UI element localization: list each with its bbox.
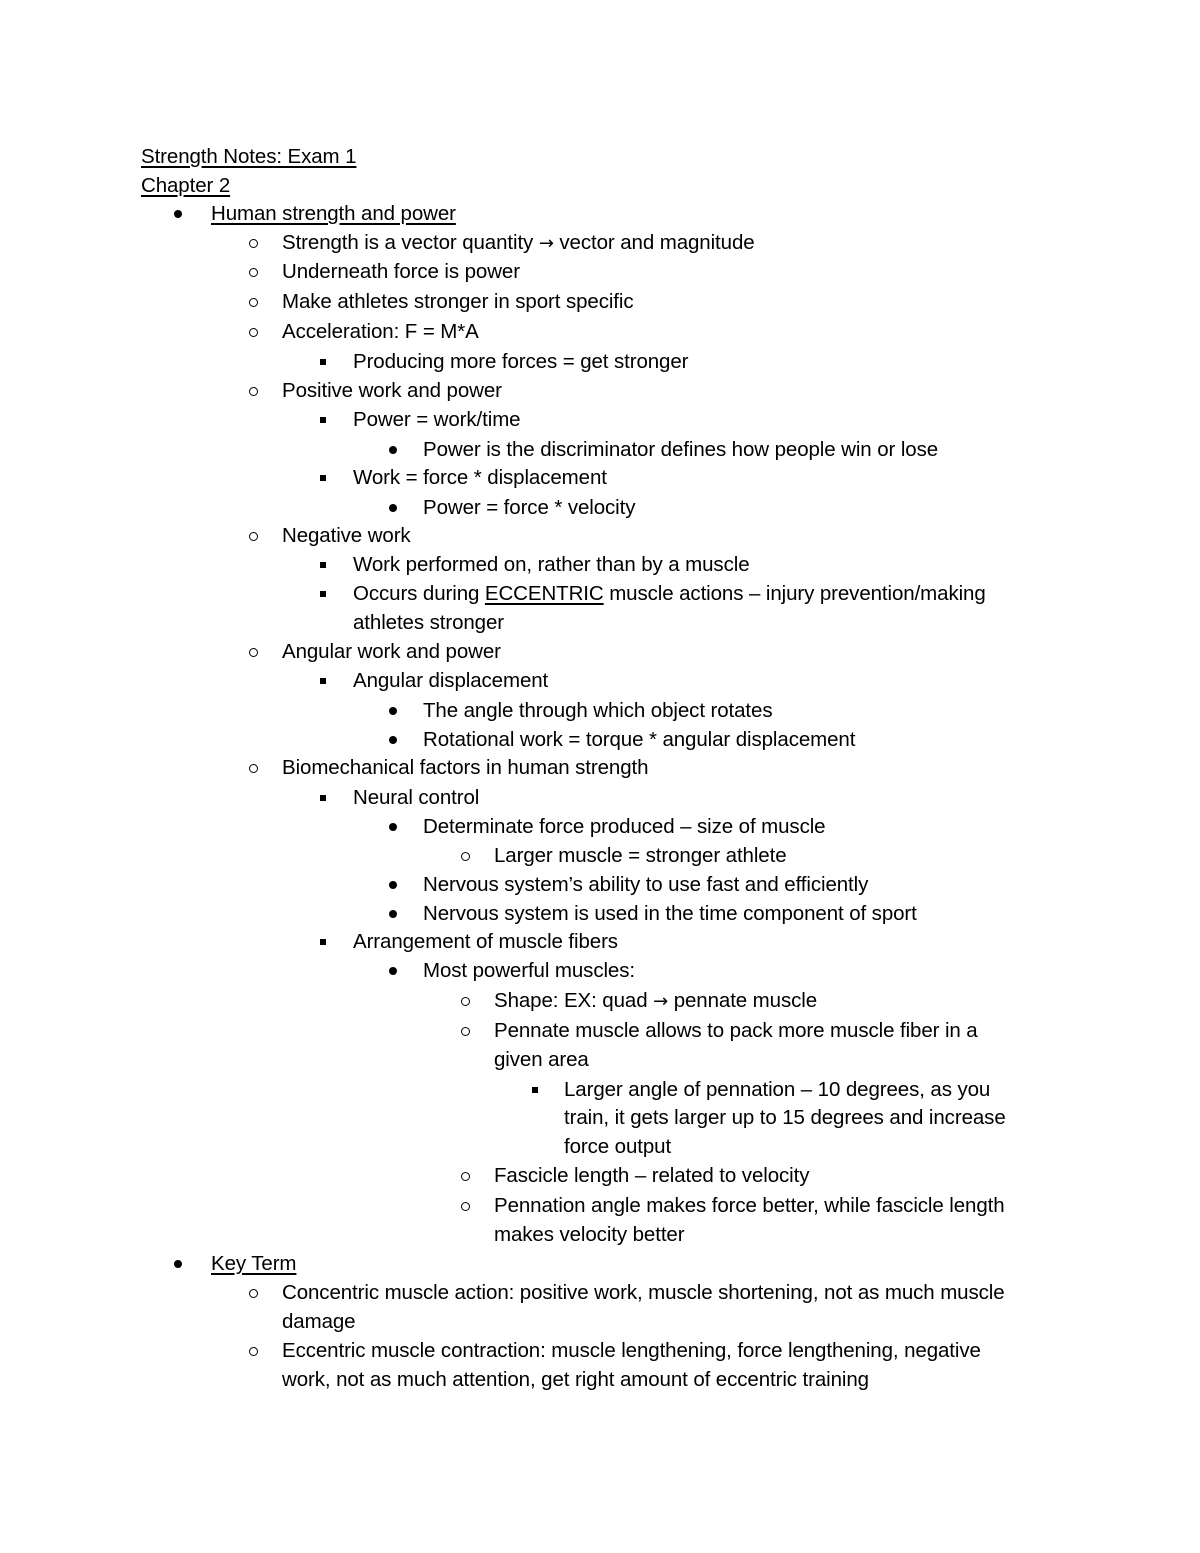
list-item: Angular work and power xyxy=(282,640,501,663)
list-item-continuation: work, not as much attention, get right amount of eccentric training xyxy=(282,1368,869,1391)
list-item: Work performed on, rather than by a muscle xyxy=(353,553,750,576)
list-item: Occurs during ECCENTRIC muscle actions – injury prevention/making xyxy=(353,582,986,605)
list-item: Angular displacement xyxy=(353,669,549,692)
list-item: Power = force * velocity xyxy=(423,496,636,519)
list-item: Pennation angle makes force better, while fascicle length xyxy=(494,1194,1005,1217)
list-item: Rotational work = torque * angular displacement xyxy=(423,728,856,751)
arrow-icon: → xyxy=(538,233,554,254)
list-item: The angle through which object rotates xyxy=(423,699,773,722)
list-item: Larger muscle = stronger athlete xyxy=(494,844,787,867)
list-item: Neural control xyxy=(353,786,480,809)
list-item: Most powerful muscles: xyxy=(423,959,635,982)
list-item-continuation: damage xyxy=(282,1310,356,1333)
list-item: Producing more forces = get stronger xyxy=(353,350,689,373)
page-title: Strength Notes: Exam 1 xyxy=(141,145,357,168)
list-item: Determinate force produced – size of muscle xyxy=(423,815,826,838)
list-item: Shape: EX: quad → pennate muscle xyxy=(494,989,818,1012)
list-item-continuation: given area xyxy=(494,1048,589,1071)
list-item: Eccentric muscle contraction: muscle lengthening, force lengthening, negative xyxy=(282,1339,981,1362)
list-item-continuation: makes velocity better xyxy=(494,1223,685,1246)
list-item: Acceleration: F = M*A xyxy=(282,320,479,343)
list-item: Nervous system’s ability to use fast and efficiently xyxy=(423,873,869,896)
eccentric-term: ECCENTRIC xyxy=(484,582,604,605)
list-item: Biomechanical factors in human strength xyxy=(282,756,649,779)
chapter-heading: Chapter 2 xyxy=(141,174,231,197)
list-item: Pennate muscle allows to pack more muscle fiber in a xyxy=(494,1019,978,1042)
list-item: Fascicle length – related to velocity xyxy=(494,1164,810,1187)
list-item: Make athletes stronger in sport specific xyxy=(282,290,634,313)
list-item: Nervous system is used in the time component of sport xyxy=(423,902,917,925)
list-item: Arrangement of muscle fibers xyxy=(353,930,618,953)
list-item-continuation: force output xyxy=(564,1135,672,1158)
section-heading-strength: Human strength and power xyxy=(211,202,456,225)
list-item: Strength is a vector quantity → vector and magnitude xyxy=(282,231,755,254)
section-heading-key-term: Key Term xyxy=(211,1252,297,1275)
list-item: Power is the discriminator defines how people win or lose xyxy=(423,438,939,461)
list-item: Concentric muscle action: positive work, muscle shortening, not as much muscle xyxy=(282,1281,1005,1304)
list-item: Power = work/time xyxy=(353,408,521,431)
list-item: Larger angle of pennation – 10 degrees, as you xyxy=(564,1078,991,1101)
list-item: Underneath force is power xyxy=(282,260,520,283)
list-item: Positive work and power xyxy=(282,379,502,402)
list-item-continuation: athletes stronger xyxy=(353,611,504,634)
arrow-icon: → xyxy=(653,991,669,1012)
list-item: Negative work xyxy=(282,524,411,547)
list-item-continuation: train, it gets larger up to 15 degrees and increase xyxy=(564,1106,1006,1129)
list-item: Work = force * displacement xyxy=(353,466,607,489)
